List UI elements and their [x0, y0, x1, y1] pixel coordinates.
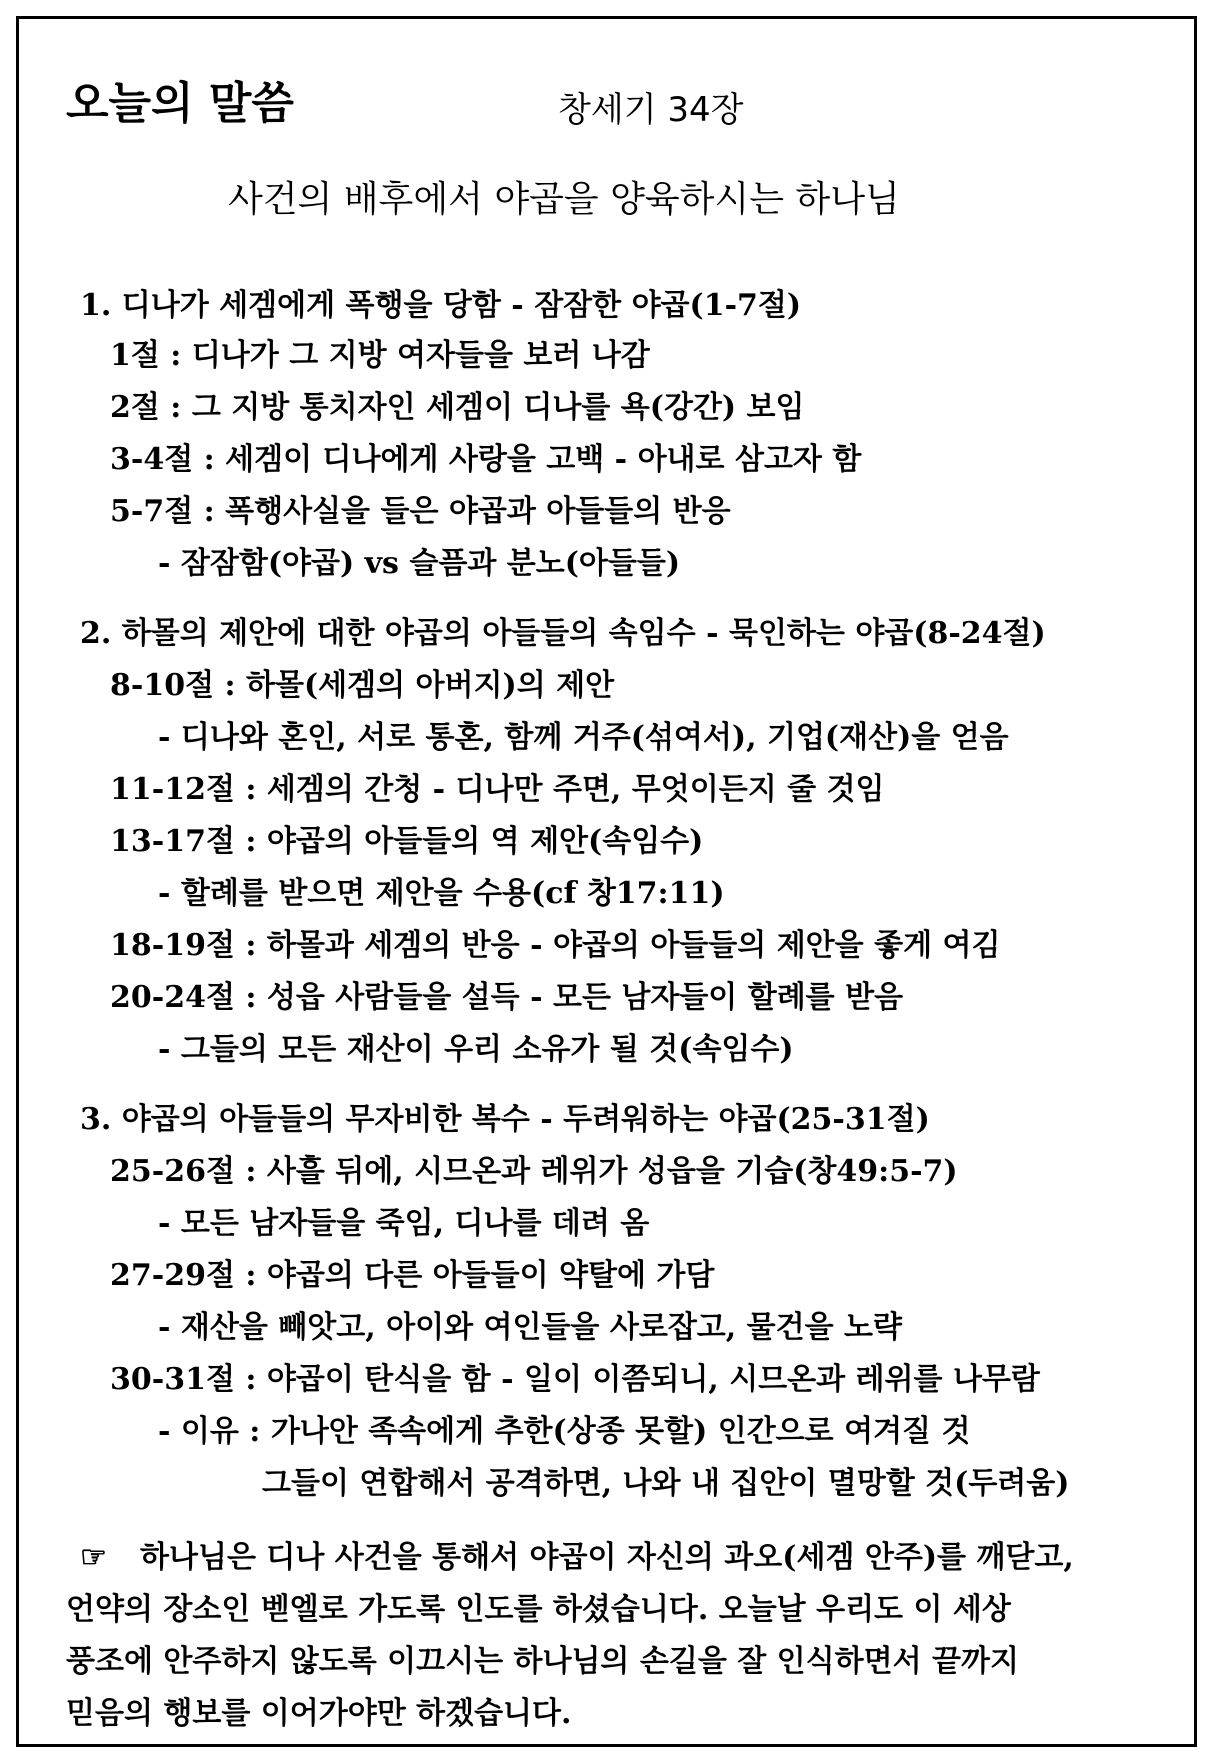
pointing-hand-icon: ☞: [80, 1540, 107, 1575]
conclusion-line: 풍조에 안주하지 않도록 이끄시는 하나님의 손길을 잘 인식하면서 끝까지: [66, 1644, 1019, 1679]
section-1-line: 3-4절 : 세겜이 디나에게 사랑을 고백 - 아내로 삼고자 함: [110, 442, 862, 477]
section-1-subline: - 잠잠함(야곱) vs 슬픔과 분노(아들들): [158, 546, 681, 581]
section-2-subline: - 그들의 모든 재산이 우리 소유가 될 것(속임수): [158, 1032, 794, 1067]
section-2-line: 11-12절 : 세겜의 간청 - 디나만 주면, 무엇이든지 줄 것임: [110, 772, 885, 807]
section-3-subline: - 모든 남자들을 죽임, 디나를 데려 옴: [158, 1206, 650, 1241]
conclusion-line: 하나님은 디나 사건을 통해서 야곱이 자신의 과오(세겜 안주)를 깨닫고,: [140, 1540, 1074, 1575]
section-3-heading: 3. 야곱의 아들들의 무자비한 복수 - 두려워하는 야곱(25-31절): [80, 1102, 930, 1137]
section-3-line: 25-26절 : 사흘 뒤에, 시므온과 레위가 성읍을 기습(창49:5-7): [110, 1154, 958, 1189]
scripture-reference: 창세기 34장: [558, 90, 744, 130]
section-1-line: 1절 : 디나가 그 지방 여자들을 보러 나감: [110, 338, 650, 373]
section-3-line: 27-29절 : 야곱의 다른 아들들이 약탈에 가담: [110, 1258, 715, 1293]
section-2-line: 18-19절 : 하몰과 세겜의 반응 - 야곱의 아들들의 제안을 좋게 여김: [110, 928, 1001, 963]
conclusion-line: 믿음의 행보를 이어가야만 하겠습니다.: [66, 1696, 572, 1731]
section-1-line: 2절 : 그 지방 통치자인 세겜이 디나를 욕(강간) 보임: [110, 390, 805, 425]
section-3-subline: 그들이 연합해서 공격하면, 나와 내 집안이 멸망할 것(두려움): [262, 1466, 1070, 1501]
section-2-subline: - 디나와 혼인, 서로 통혼, 함께 거주(섞여서), 기업(재산)을 얻음: [158, 720, 1009, 755]
section-3-subline: - 이유 : 가나안 족속에게 추한(상종 못할) 인간으로 여겨질 것: [158, 1414, 971, 1449]
section-2-heading: 2. 하몰의 제안에 대한 야곱의 아들들의 속임수 - 묵인하는 야곱(8-24절): [80, 616, 1046, 651]
section-3-subline: - 재산을 빼앗고, 아이와 여인들을 사로잡고, 물건을 노략: [158, 1310, 903, 1345]
section-1-heading: 1. 디나가 세겜에게 폭행을 당함 - 잠잠한 야곱(1-7절): [80, 288, 802, 323]
section-3-line: 30-31절 : 야곱이 탄식을 함 - 일이 이쯤되니, 시므온과 레위를 나무람: [110, 1362, 1040, 1397]
page-title: 오늘의 말씀: [66, 78, 294, 129]
section-2-line: 8-10절 : 하몰(세겜의 아버지)의 제안: [110, 668, 615, 703]
conclusion-line: 언약의 장소인 벧엘로 가도록 인도를 하셨습니다. 오늘날 우리도 이 세상: [66, 1592, 1011, 1627]
section-2-subline: - 할례를 받으면 제안을 수용(cf 창17:11): [158, 876, 725, 911]
section-2-line: 20-24절 : 성읍 사람들을 설득 - 모든 남자들이 할례를 받음: [110, 980, 904, 1015]
section-1-line: 5-7절 : 폭행사실을 들은 야곱과 아들들의 반응: [110, 494, 731, 529]
sermon-subtitle: 사건의 배후에서 야곱을 양육하시는 하나님: [228, 179, 900, 220]
section-2-line: 13-17절 : 야곱의 아들들의 역 제안(속임수): [110, 824, 704, 859]
